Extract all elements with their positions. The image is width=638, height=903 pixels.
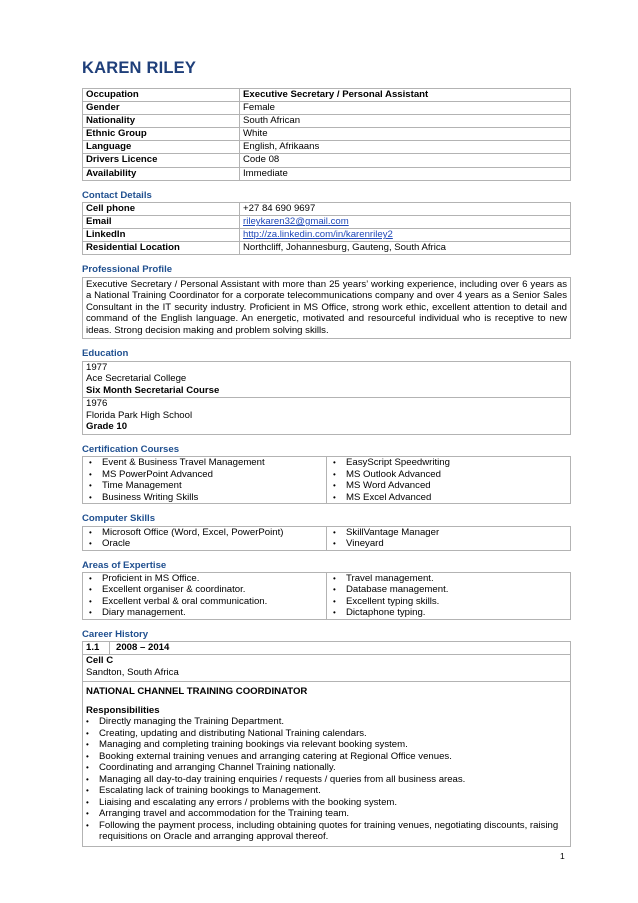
list-item-text: Excellent verbal & oral communication. xyxy=(102,595,268,607)
contact-row xyxy=(83,242,571,255)
personal-value: English, Afrikaans xyxy=(240,141,571,154)
list-item xyxy=(83,728,567,740)
career-box xyxy=(82,641,571,846)
list-item-text: SkillVantage Manager xyxy=(346,526,440,538)
bullet-icon: • xyxy=(333,539,336,549)
list-item xyxy=(330,469,567,481)
list-item xyxy=(86,538,323,550)
contact-label: Residential Location xyxy=(83,242,240,255)
responsibilities-heading: Responsibilities xyxy=(86,704,160,716)
personal-label: Nationality xyxy=(83,115,240,128)
education-qualification: Grade 10 xyxy=(86,421,128,433)
list-item-text: Event & Business Travel Management xyxy=(102,457,265,469)
career-job-title: NATIONAL CHANNEL TRAINING COORDINATOR xyxy=(86,686,308,698)
career-entry-header xyxy=(83,642,570,655)
expertise-right-list xyxy=(330,573,567,619)
list-item-text: Excellent typing skills. xyxy=(346,595,440,607)
bullet-icon: • xyxy=(86,717,89,726)
list-item-text: EasyScript Speedwriting xyxy=(346,457,450,469)
personal-row xyxy=(83,115,571,128)
personal-label: Availability xyxy=(83,167,240,180)
contact-heading: Contact Details xyxy=(82,189,152,201)
bullet-icon: • xyxy=(333,527,336,537)
contact-table xyxy=(82,202,571,255)
certifications-left-list xyxy=(86,457,323,503)
personal-value: White xyxy=(240,128,571,141)
personal-row xyxy=(83,141,571,154)
list-item-text: Arranging travel and accommodation for the Training team. xyxy=(99,808,350,819)
list-item-text: Managing all day-to-day training enquiries / requests / queries from all business areas. xyxy=(99,773,466,785)
education-year: 1977 xyxy=(86,361,108,373)
contact-row xyxy=(83,229,571,242)
bullet-icon: • xyxy=(333,492,336,502)
list-item-text: Diary management. xyxy=(102,607,186,619)
responsibilities-list xyxy=(83,716,567,843)
list-item-text: Proficient in MS Office. xyxy=(102,572,200,584)
profile-text: Executive Secretary / Personal Assistant with more than 25 years’ working experience, including over 6 years as a National Training Coordinator for a corporate telecommunications company and over 4 years as a Senior Sales Consultant in the IT security industry. Proficient in MS Office, strong work ethic, excellent attention to detail and command of the English language. An energetic, motivated and resourceful individual who is receptive to new ideas. Strong decision making and problem solving skills. xyxy=(82,277,571,340)
bullet-icon: • xyxy=(89,608,92,618)
bullet-icon: • xyxy=(89,573,92,583)
list-item xyxy=(83,739,567,751)
list-item-text: Microsoft Office (Word, Excel, PowerPoint) xyxy=(102,526,284,538)
personal-value: Code 08 xyxy=(240,154,571,167)
personal-row xyxy=(83,167,571,180)
list-item xyxy=(330,527,567,539)
education-box xyxy=(82,361,571,435)
linkedin-link[interactable]: http://za.linkedin.com/in/karenriley2 xyxy=(243,229,393,241)
certifications-heading: Certification Courses xyxy=(82,443,180,455)
personal-value: South African xyxy=(240,115,571,128)
list-item-text: Time Management xyxy=(102,480,182,492)
list-item-text: Travel management. xyxy=(346,572,434,584)
list-item xyxy=(83,797,567,809)
list-item xyxy=(330,573,567,585)
bullet-icon: • xyxy=(89,539,92,549)
list-item xyxy=(86,480,323,492)
career-entry-years: 2008 – 2014 xyxy=(116,642,170,654)
resume-page xyxy=(82,58,571,847)
education-school: Ace Secretarial College xyxy=(86,373,187,385)
expertise-left-list xyxy=(86,573,323,619)
bullet-icon: • xyxy=(333,481,336,491)
education-qualification: Six Month Secretarial Course xyxy=(86,384,220,396)
list-item xyxy=(86,607,323,619)
list-item xyxy=(83,716,567,728)
list-item xyxy=(83,774,567,786)
personal-row xyxy=(83,128,571,141)
contact-value-cell: Northcliff, Johannesburg, Gauteng, South Africa xyxy=(240,242,571,255)
list-item xyxy=(330,596,567,608)
list-item xyxy=(86,584,323,596)
bullet-icon: • xyxy=(86,763,89,772)
list-item xyxy=(86,573,323,585)
list-item-text: Directly managing the Training Department. xyxy=(99,716,285,727)
career-entry-number: 1.1 xyxy=(83,642,110,654)
personal-details-table xyxy=(82,88,571,181)
expertise-box xyxy=(82,572,571,620)
personal-label: Gender xyxy=(83,102,240,115)
bullet-icon: • xyxy=(86,774,89,784)
list-item-text: Database management. xyxy=(346,584,449,596)
computer-skills-heading: Computer Skills xyxy=(82,513,156,525)
certifications-box xyxy=(82,456,571,504)
bullet-icon: • xyxy=(86,728,89,738)
list-item-text: Creating, updating and distributing National Training calendars. xyxy=(99,727,367,739)
list-item xyxy=(83,751,567,763)
computer-skills-box xyxy=(82,526,571,551)
bullet-icon: • xyxy=(89,458,92,468)
education-heading: Education xyxy=(82,348,129,360)
bullet-icon: • xyxy=(86,797,89,807)
computer-skills-left-list xyxy=(86,527,323,550)
list-item-text: Following the payment process, including obtaining quotes for training venues, negotiating discounts, raising requisitions on Oracle and arranging approval thereof. xyxy=(99,819,559,842)
personal-row xyxy=(83,154,571,167)
education-entry xyxy=(83,362,570,398)
bullet-icon: • xyxy=(86,820,89,830)
list-item-text: Excellent organiser & coordinator. xyxy=(102,584,246,596)
email-link[interactable]: rileykaren32@gmail.com xyxy=(243,216,349,228)
personal-value: Female xyxy=(240,102,571,115)
list-item-text: Escalating lack of training bookings to Management. xyxy=(99,785,321,796)
contact-label: Cell phone xyxy=(83,203,240,216)
bullet-icon: • xyxy=(86,740,89,749)
list-item xyxy=(86,469,323,481)
bullet-icon: • xyxy=(333,469,336,479)
list-item-text: Coordinating and arranging Channel Training nationally. xyxy=(99,762,336,773)
list-item-text: Liaising and escalating any errors / problems with the booking system. xyxy=(99,796,398,808)
list-item-text: Business Writing Skills xyxy=(102,491,199,503)
contact-value-cell xyxy=(240,216,571,229)
bullet-icon: • xyxy=(333,573,336,583)
list-item-text: MS Outlook Advanced xyxy=(346,468,441,480)
list-item-text: Oracle xyxy=(102,538,131,550)
personal-row xyxy=(83,89,571,102)
education-entry xyxy=(83,397,570,434)
personal-label: Drivers Licence xyxy=(83,154,240,167)
list-item-text: MS PowerPoint Advanced xyxy=(102,468,213,480)
list-item-text: Managing and completing training bookings via relevant booking system. xyxy=(99,739,408,750)
list-item xyxy=(330,607,567,619)
bullet-icon: • xyxy=(333,458,336,468)
list-item xyxy=(86,457,323,469)
personal-row xyxy=(83,102,571,115)
contact-label: Email xyxy=(83,216,240,229)
career-location: Sandton, South Africa xyxy=(86,666,179,678)
personal-value: Immediate xyxy=(240,167,571,180)
list-item xyxy=(330,457,567,469)
contact-label: LinkedIn xyxy=(83,229,240,242)
career-company: Cell C xyxy=(86,655,114,667)
personal-label: Occupation xyxy=(83,89,240,102)
bullet-icon: • xyxy=(89,596,92,606)
bullet-icon: • xyxy=(333,596,336,606)
personal-value: Executive Secretary / Personal Assistant xyxy=(240,89,571,102)
certifications-right-list xyxy=(330,457,567,503)
list-item xyxy=(330,584,567,596)
profile-heading: Professional Profile xyxy=(82,264,173,276)
candidate-name: KAREN RILEY xyxy=(82,59,197,77)
personal-label: Ethnic Group xyxy=(83,128,240,141)
bullet-icon: • xyxy=(333,585,336,595)
list-item xyxy=(330,538,567,550)
contact-row xyxy=(83,203,571,216)
contact-row xyxy=(83,216,571,229)
bullet-icon: • xyxy=(89,469,92,479)
career-heading: Career History xyxy=(82,628,149,640)
list-item-text: Vineyard xyxy=(346,538,384,550)
education-year: 1976 xyxy=(86,398,108,410)
contact-value-cell: +27 84 690 9697 xyxy=(240,203,571,216)
bullet-icon: • xyxy=(89,481,92,491)
bullet-icon: • xyxy=(89,527,92,537)
bullet-icon: • xyxy=(89,492,92,502)
list-item xyxy=(83,820,567,843)
list-item xyxy=(330,480,567,492)
bullet-icon: • xyxy=(333,608,336,618)
bullet-icon: • xyxy=(89,585,92,595)
list-item-text: MS Word Advanced xyxy=(346,480,431,492)
education-school: Florida Park High School xyxy=(86,409,193,421)
list-item xyxy=(86,492,323,504)
list-item-text: MS Excel Advanced xyxy=(346,491,432,503)
computer-skills-right-list xyxy=(330,527,567,550)
list-item-text: Booking external training venues and arranging catering at Regional Office venues. xyxy=(99,750,452,762)
list-item xyxy=(86,527,323,539)
list-item-text: Dictaphone typing. xyxy=(346,607,426,619)
list-item xyxy=(83,785,567,797)
bullet-icon: • xyxy=(86,786,89,795)
expertise-heading: Areas of Expertise xyxy=(82,559,167,571)
bullet-icon: • xyxy=(86,751,89,761)
personal-label: Language xyxy=(83,141,240,154)
page-number: 1 xyxy=(560,851,565,861)
list-item xyxy=(86,596,323,608)
contact-value-cell xyxy=(240,229,571,242)
list-item xyxy=(83,762,567,774)
list-item xyxy=(83,808,567,820)
list-item xyxy=(330,492,567,504)
bullet-icon: • xyxy=(86,809,89,818)
